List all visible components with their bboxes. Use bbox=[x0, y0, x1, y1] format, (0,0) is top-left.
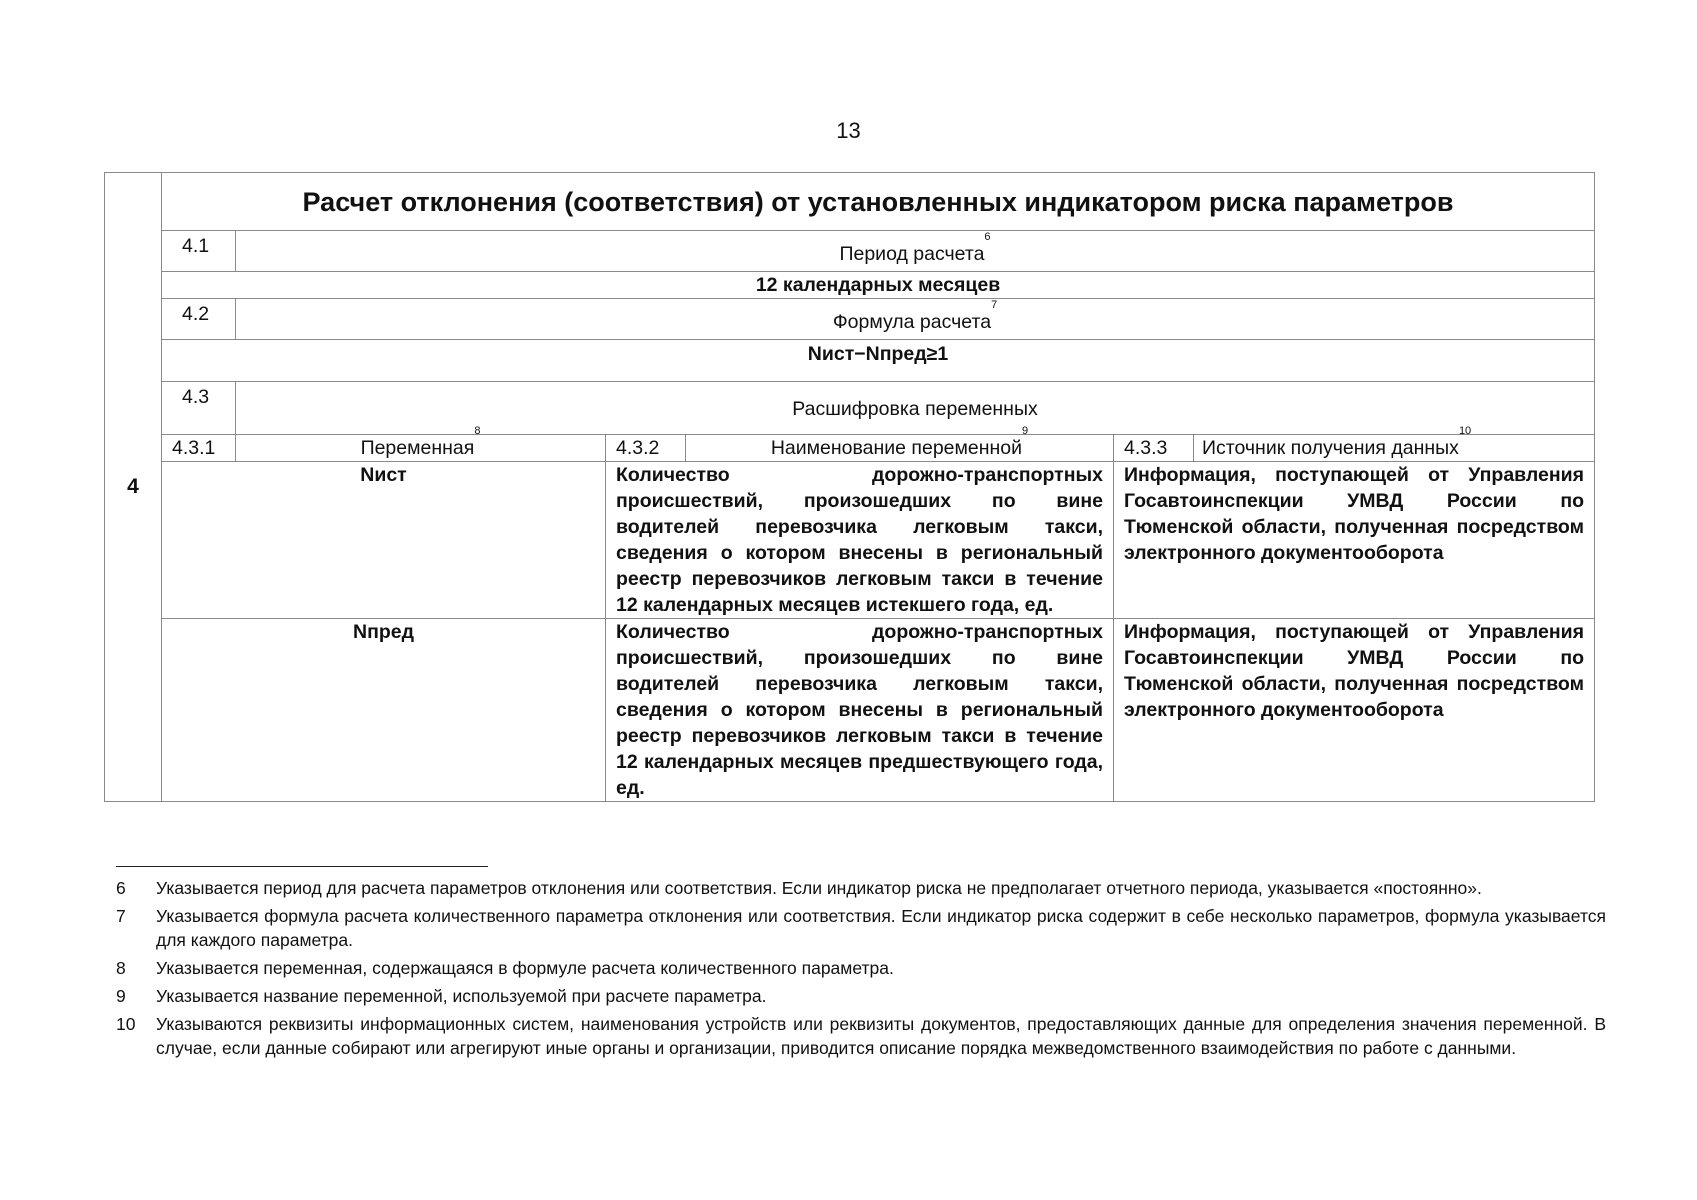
footnote-number: 7 bbox=[116, 906, 126, 926]
footnote-ref-6: 6 bbox=[984, 231, 991, 243]
footnote-text: Указывается формула расчета количественного параметра отклонения или соответствия. Если индикатор риска содержит в себе несколько параметров, формула указывается для каждого параметра. bbox=[156, 906, 1606, 950]
footnote-number: 6 bbox=[116, 878, 126, 898]
footnote bbox=[116, 956, 1606, 980]
column-number-name: 4.3.2 bbox=[606, 435, 686, 462]
formula-label: Формула расчета$^7$ bbox=[236, 299, 1595, 340]
column-header-source: Источник получения данных$^{10}$ bbox=[1194, 435, 1595, 462]
period-number: 4.1 bbox=[162, 231, 236, 272]
section-number: 4 bbox=[105, 173, 162, 802]
variable-description: Количество дорожно-транспортных происшествий, произошедших по вине водителей перевозчика легковым такси, сведения о котором внесены в региональный реестр перевозчиков легковым такси в течение 12 календарных месяцев истекшего года, ед. bbox=[606, 462, 1114, 619]
variable-name: Nпред bbox=[162, 619, 606, 802]
variable-row bbox=[105, 462, 1595, 619]
footnote-text: Указывается период для расчета параметров отклонения или соответствия. Если индикатор риска не предполагает отчетного периода, указывается «постоянно». bbox=[156, 878, 1482, 898]
variable-description: Количество дорожно-транспортных происшествий, произошедших по вине водителей перевозчика легковым такси, сведения о котором внесены в региональный реестр перевозчиков легковым такси в течение 12 календарных месяцев предшествующего года, ед. bbox=[606, 619, 1114, 802]
column-header-variable: Переменная$^8$ bbox=[236, 435, 606, 462]
section-title: Расчет отклонения (соответствия) от установленных индикатором риска параметров bbox=[162, 173, 1595, 231]
footnote bbox=[116, 984, 1606, 1008]
column-number-source: 4.3.3 bbox=[1114, 435, 1194, 462]
page-number: 13 bbox=[836, 118, 861, 143]
period-label: Период расчета$^6$ bbox=[236, 231, 1595, 272]
footnote-number: 8 bbox=[116, 958, 126, 978]
variable-row bbox=[105, 619, 1595, 802]
formula-value: Nист−Nпред≥1 bbox=[162, 340, 1595, 382]
footnote-text: Указывается переменная, содержащаяся в формуле расчета количественного параметра. bbox=[156, 958, 894, 978]
indicator-table bbox=[104, 172, 1595, 802]
footnote-text: Указывается название переменной, используемой при расчете параметра. bbox=[156, 986, 767, 1006]
footnote-ref-7: 7 bbox=[991, 299, 998, 311]
decoding-label: Расшифровка переменных bbox=[236, 382, 1595, 435]
variable-source: Информация, поступающей от Управления Госавтоинспекции УМВД России по Тюменской области, полученная посредством электронного документооборота bbox=[1114, 462, 1595, 619]
footnote bbox=[116, 876, 1606, 900]
footnote-ref-8: 8 bbox=[474, 425, 481, 437]
footnotes bbox=[116, 876, 1606, 1064]
footnote-separator bbox=[116, 866, 488, 867]
footnote-ref-10: 10 bbox=[1458, 425, 1472, 437]
column-header-name: Наименование переменной$^9$ bbox=[686, 435, 1114, 462]
footnote bbox=[116, 904, 1606, 952]
formula-number: 4.2 bbox=[162, 299, 236, 340]
period-value: 12 календарных месяцев bbox=[162, 272, 1595, 299]
footnote-number: 9 bbox=[116, 986, 126, 1006]
decoding-number: 4.3 bbox=[162, 382, 236, 435]
column-number-variable: 4.3.1 bbox=[162, 435, 236, 462]
footnote-number: 10 bbox=[116, 1014, 136, 1034]
variable-source: Информация, поступающей от Управления Госавтоинспекции УМВД России по Тюменской области, полученная посредством электронного документооборота bbox=[1114, 619, 1595, 802]
variable-name: Nист bbox=[162, 462, 606, 619]
footnote-ref-9: 9 bbox=[1022, 425, 1029, 437]
footnote-text: Указываются реквизиты информационных систем, наименования устройств или реквизиты документов, предоставляющих данные для определения значения переменной. В случае, если данные собирают или агрегируют иные органы и организации, приводится описание порядка межведомственного взаимодействия по работе с данными. bbox=[156, 1014, 1606, 1058]
footnote bbox=[116, 1012, 1606, 1060]
